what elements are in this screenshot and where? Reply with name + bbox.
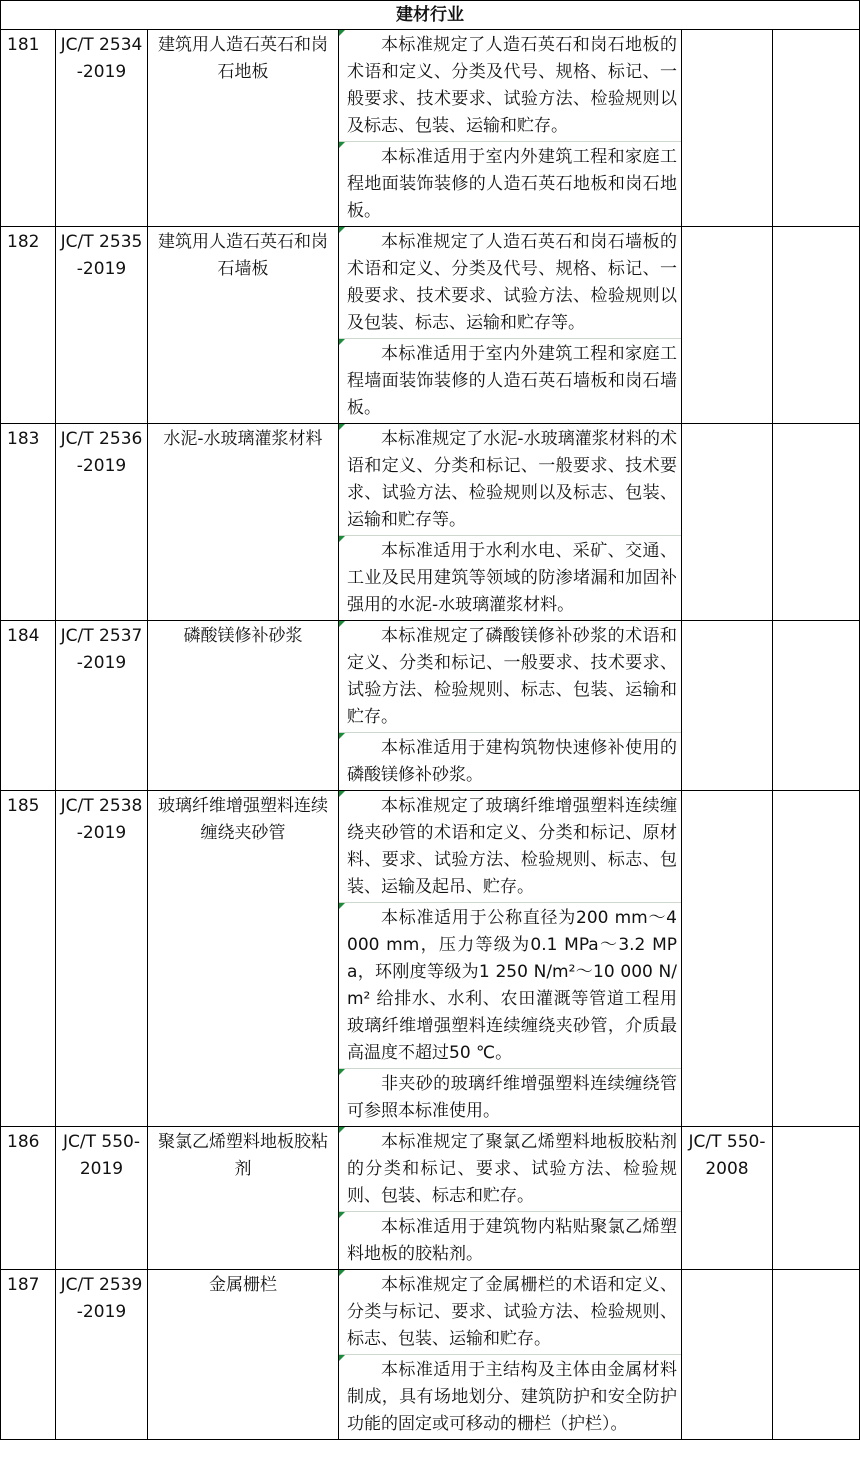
replaced-standard xyxy=(682,621,773,791)
replaced-standard: JC/T 550-2008 xyxy=(682,1127,773,1270)
standard-code: JC/T 550-2019 xyxy=(56,1127,148,1270)
table-row xyxy=(1,227,860,424)
standard-name: 金属栅栏 xyxy=(148,1270,339,1440)
standard-name: 建筑用人造石英石和岗石地板 xyxy=(148,30,339,227)
table-row xyxy=(1,30,860,227)
standard-scope xyxy=(339,621,682,791)
standard-scope xyxy=(339,30,682,227)
standard-name: 磷酸镁修补砂浆 xyxy=(148,621,339,791)
replaced-standard xyxy=(682,227,773,424)
serial-number: 186 xyxy=(1,1127,56,1270)
standard-name: 建筑用人造石英石和岗石墙板 xyxy=(148,227,339,424)
scope-paragraph: 本标准规定了磷酸镁修补砂浆的术语和定义、分类和标记、一般要求、技术要求、试验方法、检验规则、标志、包装、运输和贮存。 xyxy=(339,621,681,732)
standard-scope xyxy=(339,1270,682,1440)
table-row xyxy=(1,621,860,791)
standard-name: 水泥-水玻璃灌浆材料 xyxy=(148,424,339,621)
standard-name: 聚氯乙烯塑料地板胶粘剂 xyxy=(148,1127,339,1270)
scope-paragraph: 本标准适用于室内外建筑工程和家庭工程地面装饰装修的人造石英石地板和岗石地板。 xyxy=(339,141,681,226)
scope-paragraph: 本标准适用于建构筑物快速修补使用的磷酸镁修补砂浆。 xyxy=(339,732,681,790)
serial-number: 181 xyxy=(1,30,56,227)
scope-paragraph: 本标准适用于主结构及主体由金属材料制成，具有场地划分、建筑防护和安全防护功能的固定或可移动的栅栏（护栏）。 xyxy=(339,1354,681,1439)
table-row xyxy=(1,1127,860,1270)
standard-scope xyxy=(339,1127,682,1270)
scope-paragraph: 非夹砂的玻璃纤维增强塑料连续缠绕管可参照本标准使用。 xyxy=(339,1068,681,1126)
replaced-standard xyxy=(682,791,773,1127)
remarks xyxy=(773,424,860,621)
scope-paragraph: 本标准规定了金属栅栏的术语和定义、分类与标记、要求、试验方法、检验规则、标志、包装、运输和贮存。 xyxy=(339,1270,681,1354)
remarks xyxy=(773,791,860,1127)
table-row xyxy=(1,424,860,621)
standard-code: JC/T 2538-2019 xyxy=(56,791,148,1127)
remarks xyxy=(773,30,860,227)
standard-scope xyxy=(339,227,682,424)
scope-paragraph: 本标准适用于水利水电、采矿、交通、工业及民用建筑等领域的防渗堵漏和加固补强用的水泥-水玻璃灌浆材料。 xyxy=(339,535,681,620)
serial-number: 187 xyxy=(1,1270,56,1440)
scope-paragraph: 本标准适用于室内外建筑工程和家庭工程墙面装饰装修的人造石英石墙板和岗石墙板。 xyxy=(339,338,681,423)
remarks xyxy=(773,227,860,424)
scope-paragraph: 本标准适用于建筑物内粘贴聚氯乙烯塑料地板的胶粘剂。 xyxy=(339,1211,681,1269)
remarks xyxy=(773,1270,860,1440)
scope-paragraph: 本标准规定了人造石英石和岗石墙板的术语和定义、分类及代号、规格、标记、一般要求、技术要求、试验方法、检验规则以及包装、标志、运输和贮存等。 xyxy=(339,227,681,338)
replaced-standard xyxy=(682,424,773,621)
serial-number: 185 xyxy=(1,791,56,1127)
serial-number: 182 xyxy=(1,227,56,424)
standard-name: 玻璃纤维增强塑料连续缠绕夹砂管 xyxy=(148,791,339,1127)
table-row xyxy=(1,1270,860,1440)
table-row xyxy=(1,791,860,1127)
scope-paragraph: 本标准规定了玻璃纤维增强塑料连续缠绕夹砂管的术语和定义、分类和标记、原材料、要求、试验方法、检验规则、标志、包装、运输及起吊、贮存。 xyxy=(339,791,681,902)
standard-scope xyxy=(339,424,682,621)
scope-paragraph: 本标准规定了聚氯乙烯塑料地板胶粘剂的分类和标记、要求、试验方法、检验规则、包装、标志和贮存。 xyxy=(339,1127,681,1211)
standard-code: JC/T 2535-2019 xyxy=(56,227,148,424)
serial-number: 184 xyxy=(1,621,56,791)
replaced-standard xyxy=(682,1270,773,1440)
scope-paragraph: 本标准适用于公称直径为200 mm～4 000 mm，压力等级为0.1 MPa～3.2 MPa，环刚度等级为1 250 N/m²～10 000 N/m² 给排水、水利、农田灌溉等管道工程用玻璃纤维增强塑料连续缠绕夹砂管，介质最高温度不超过50 ℃。 xyxy=(339,902,681,1068)
standard-code: JC/T 2539-2019 xyxy=(56,1270,148,1440)
standard-code: JC/T 2537-2019 xyxy=(56,621,148,791)
standard-scope xyxy=(339,791,682,1127)
standard-code: JC/T 2536-2019 xyxy=(56,424,148,621)
replaced-standard xyxy=(682,30,773,227)
remarks xyxy=(773,621,860,791)
remarks xyxy=(773,1127,860,1270)
standard-code: JC/T 2534-2019 xyxy=(56,30,148,227)
serial-number: 183 xyxy=(1,424,56,621)
scope-paragraph: 本标准规定了人造石英石和岗石地板的术语和定义、分类及代号、规格、标记、一般要求、技术要求、试验方法、检验规则以及标志、包装、运输和贮存。 xyxy=(339,30,681,141)
section-title: 建材行业 xyxy=(1,1,860,30)
scope-paragraph: 本标准规定了水泥-水玻璃灌浆材料的术语和定义、分类和标记、一般要求、技术要求、试验方法、检验规则以及标志、包装、运输和贮存等。 xyxy=(339,424,681,535)
